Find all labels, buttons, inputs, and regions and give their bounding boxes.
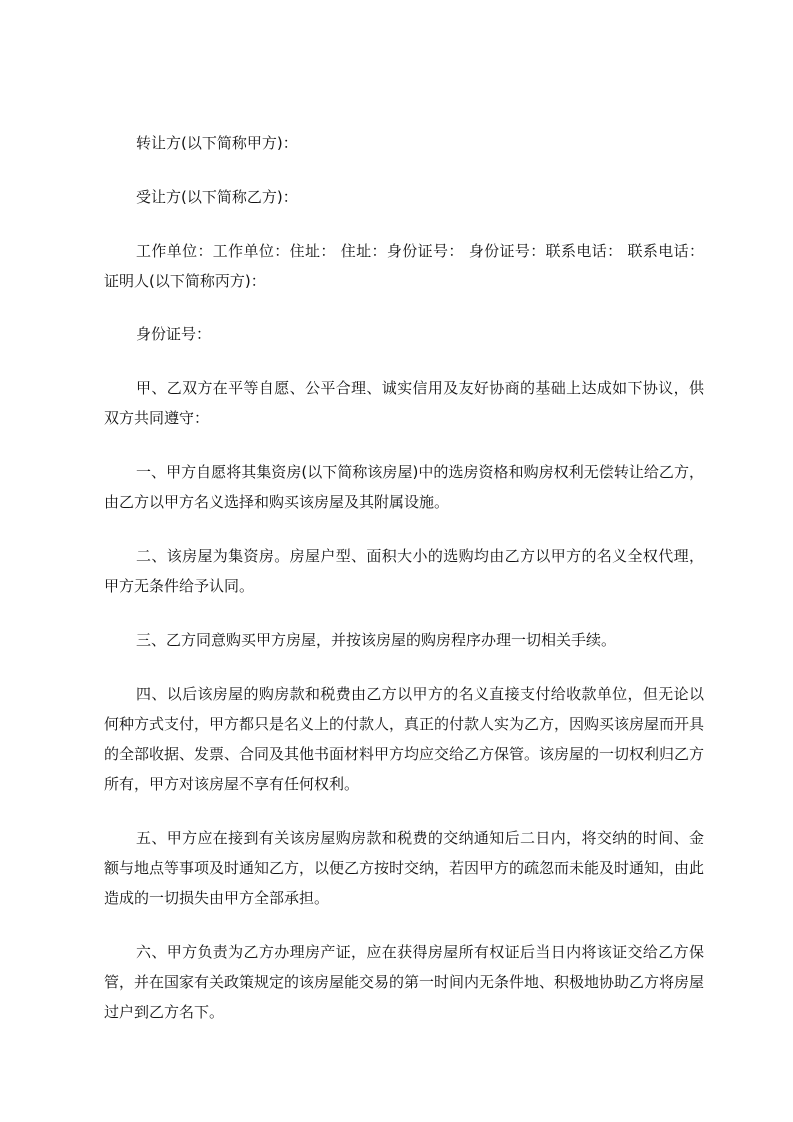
agreement-preamble: 甲、乙双方在平等自愿、公平合理、诚实信用及友好协商的基础上达成如下协议，供双方共同遵守： <box>104 379 704 427</box>
clause-5: 五、甲方应在接到有关该房屋购房款和税费的交纳通知后二日内，将交纳的时间、金额与地点等事项及时通知乙方，以便乙方按时交纳，若因甲方的疏忽而未能及时通知，由此造成的一切损失由甲方全部承担。 <box>104 829 705 907</box>
id-number-line: 身份证号： <box>136 325 212 343</box>
clause-6: 六、甲方负责为乙方办理房产证，应在获得房屋所有权证后当日内将该证交给乙方保管，并在国家有关政策规定的该房屋能交易的第一时间内无条件地、积极地协助乙方将房屋过户到乙方名下。 <box>104 943 705 1021</box>
agreement-body <box>104 128 704 1027</box>
transferee-line: 受让方(以下简称乙方)： <box>136 188 298 206</box>
transferor-line: 转让方(以下简称甲方)： <box>136 134 298 152</box>
clause-4: 四、以后该房屋的购房款和税费由乙方以甲方的名义直接支付给收款单位，但无论以何种方式支付，甲方都只是名义上的付款人，真正的付款人实为乙方，因购买该房屋而开具的全部收据、发票、合同及其他书面材料甲方均应交给乙方保管。该房屋的一切权利归乙方所有，甲方对该房屋不享有任何权利。 <box>104 685 705 793</box>
clause-1: 一、甲方自愿将其集资房(以下简称该房屋)中的选房资格和购房权利无偿转让给乙方，由乙方以甲方名义选择和购买该房屋及其附属设施。 <box>104 463 704 511</box>
clause-3: 三、乙方同意购买甲方房屋，并按该房屋的购房程序办理一切相关手续。 <box>136 631 617 649</box>
party-details: 工作单位：工作单位：住址： 住址：身份证号： 身份证号：联系电话： 联系电话： 证明人(以下简称丙方)： <box>104 242 704 290</box>
clause-2: 二、该房屋为集资房。房屋户型、面积大小的选购均由乙方以甲方的名义全权代理，甲方无条件给予认同。 <box>104 547 704 595</box>
